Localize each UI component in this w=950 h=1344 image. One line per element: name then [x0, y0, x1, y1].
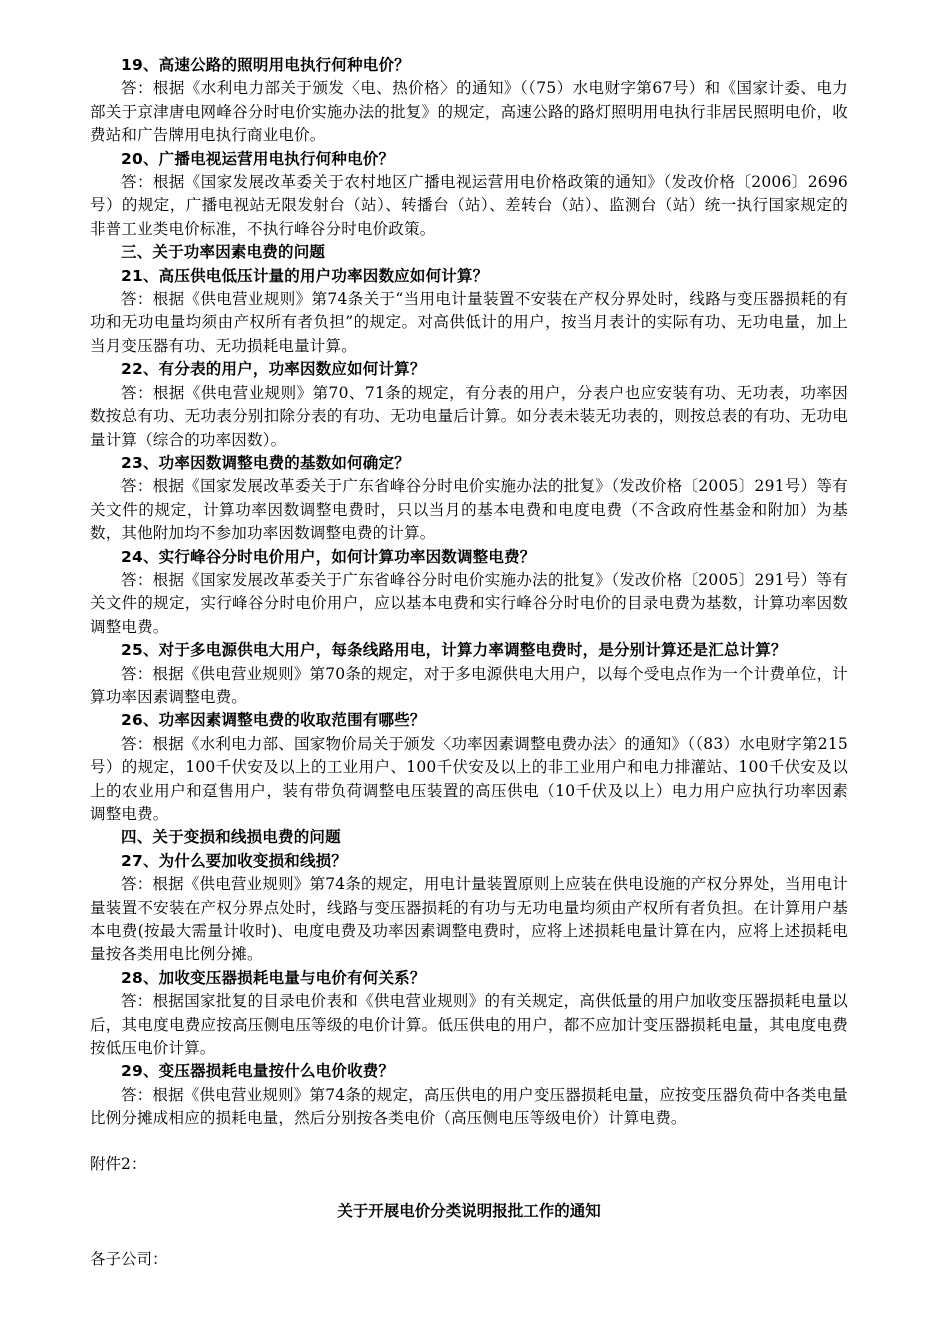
- document-body: [90, 54, 848, 1271]
- answer-paragraph: 答：根据《水利电力部、国家物价局关于颁发〈功率因素调整电费办法〉的通知》（（83）水电财字第215号）的规定，100千伏安及以上的工业用户、100千伏安及以上的非工业用户和电力排灌站、100千伏安及以上的农业用户和趸售用户，装有带负荷调整电压装置的高压供电（10千伏及以上）电力用户应执行功率因素调整电费。: [90, 734, 848, 823]
- section-heading: 三、关于功率因素电费的问题: [121, 243, 326, 262]
- question-heading: 24、实行峰谷分时电价用户，如何计算功率因数调整电费？: [121, 547, 536, 566]
- answer-paragraph: 答：根据《国家发展改革委关于广东省峰谷分时电价实施办法的批复》（发改价格〔2005〕291号）等有关文件的规定，实行峰谷分时电价用户，应以基本电费和实行峰谷分时电价的目录电费为基数，计算功率因数调整电费。: [90, 570, 848, 636]
- answer-paragraph: 答：根据《供电营业规则》第74条的规定，用电计量装置原则上应装在供电设施的产权分界处，当用电计量装置不安装在产权分界点处时，线路与变压器损耗的有功与无功电量均须由产权所有者负担。在计算用户基本电费(按最大需量计收时)、电度电费及功率因素调整电费时，应将上述损耗电量计算在内，应将上述损耗电量按各类用电比例分摊。: [90, 875, 848, 964]
- question-heading: 19、高速公路的照明用电执行何种电价？: [121, 56, 410, 74]
- salutation: 各子公司：: [90, 1249, 168, 1268]
- answer-paragraph: 答：根据《供电营业规则》第70、71条的规定，有分表的用户，分表户也应安装有功、无功表，功率因数按总有功、无功表分别扣除分表的有功、无功电量后计算。如分表未装无功表的，则按总表的有功、无功电量计算（综合的功率因数）。: [90, 383, 848, 449]
- question-heading: 21、高压供电低压计量的用户功率因数应如何计算？: [121, 266, 489, 285]
- question-heading: 22、有分表的用户，功率因数应如何计算？: [121, 360, 426, 379]
- section-heading: 四、关于变损和线损电费的问题: [121, 828, 341, 847]
- question-heading: 26、功率因素调整电费的收取范围有哪些？: [121, 711, 426, 730]
- question-heading: 20、广播电视运营用电执行何种电价？: [121, 149, 395, 168]
- answer-paragraph: 答：根据《国家发展改革委关于广东省峰谷分时电价实施办法的批复》（发改价格〔2005〕291号）等有关文件的规定，计算功率因数调整电费时，只以当月的基本电费和电度电费（不含政府性基金和附加）为基数，其他附加均不参加功率因数调整电费的计算。: [90, 477, 848, 543]
- question-heading: 23、功率因数调整电费的基数如何确定？: [121, 453, 410, 472]
- attachment-label: 附件2：: [90, 1154, 147, 1173]
- answer-paragraph: 答：根据《供电营业规则》第70条的规定，对于多电源供电大用户，以每个受电点作为一个计费单位，计算功率因素调整电费。: [90, 664, 848, 706]
- notice-title: 关于开展电价分类说明报批工作的通知: [337, 1202, 601, 1221]
- answer-paragraph: 答：根据国家批复的目录电价表和《供电营业规则》的有关规定，高供低量的用户加收变压器损耗电量以后，其电度电费应按高压侧电压等级的电价计算。低压供电的用户，都不应加计变压器损耗电量，其电度电费按低压电价计算。: [90, 992, 848, 1058]
- question-heading: 28、加收变压器损耗电量与电价有何关系？: [121, 968, 426, 987]
- answer-paragraph: 答：根据《供电营业规则》第74条关于“当用电计量装置不安装在产权分界处时，线路与变压器损耗的有功和无功电量均须由产权所有者负担”的规定。对高供低计的用户，按当月表计的实际有功、无功电量，加上当月变压器有功、无功损耗电量计算。: [90, 290, 848, 355]
- question-heading: 29、变压器损耗电量按什么电价收费？: [121, 1062, 395, 1081]
- question-heading: 27、为什么要加收变损和线损？: [121, 851, 348, 870]
- answer-paragraph: 答：根据《供电营业规则》第74条的规定，高压供电的用户变压器损耗电量，应按变压器负荷中各类电量比例分摊成相应的损耗电量，然后分别按各类电价（高压侧电压等级电价）计算电费。: [90, 1085, 848, 1128]
- answer-paragraph: 答：根据《水利电力部关于颁发〈电、热价格〉的通知》（（75）水电财字第67号）和《国家计委、电力部关于京津唐电网峰谷分时电价实施办法的批复》的规定，高速公路的路灯照明用电执行非居民照明电价，收费站和广告牌用电执行商业电价。: [90, 79, 848, 145]
- question-heading: 25、对于多电源供电大用户，每条线路用电，计算力率调整电费时，是分别计算还是汇总计算？: [121, 641, 787, 660]
- answer-paragraph: 答：根据《国家发展改革委关于农村地区广播电视运营用电价格政策的通知》（发改价格〔2006〕2696号）的规定，广播电视站无限发射台（站）、转播台（站）、差转台（站）、监测台（站）统一执行国家规定的非普工业类电价标准，不执行峰谷分时电价政策。: [90, 173, 848, 238]
- qa-section: [90, 54, 848, 1131]
